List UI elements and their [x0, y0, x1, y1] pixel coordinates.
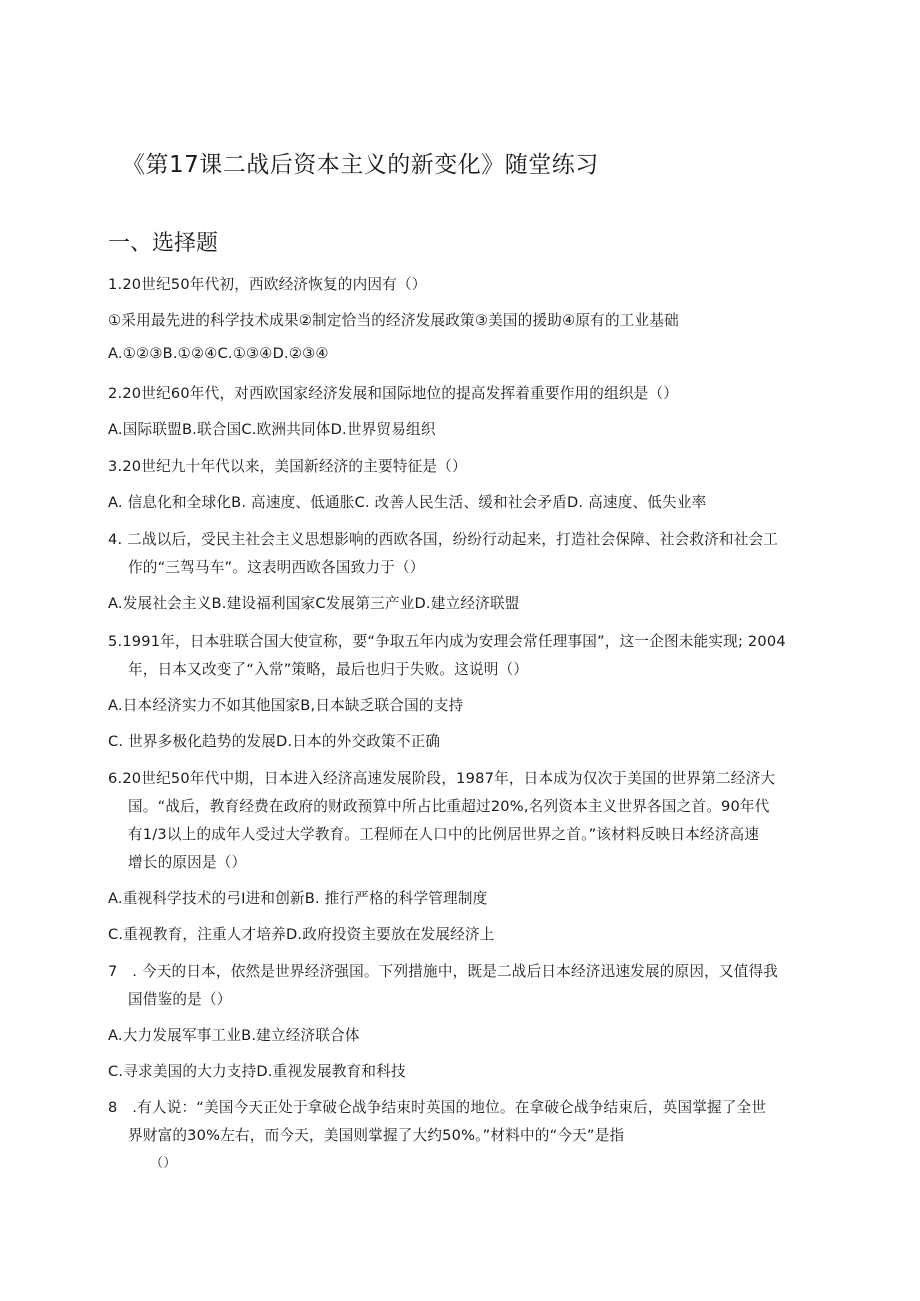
question-6-stem-cont-2: 有1/3以上的成年人受过大学教育。工程师在人口中的比例居世界之首。”该材料反映日本经济高速 — [128, 826, 760, 843]
question-5-options-ab: A.日本经济实力不如其他国家B,日本缺乏联合国的支持 — [108, 697, 464, 714]
question-7-options-ab: A.大力发展军事工业B.建立经济联合体 — [108, 1027, 360, 1044]
question-3-options: A. 信息化和全球化B. 高速度、低通胀C. 改善人民生活、缓和社会矛盾D. 高速度、低失业率 — [108, 494, 707, 511]
question-4-options: A.发展社会主义B.建设福利国家C发展第三产业D.建立经济联盟 — [108, 595, 520, 612]
question-2-options: A.国际联盟B.联合国C.欧洲共同体D.世界贸易组织 — [108, 421, 436, 438]
question-1-stem: 1.20世纪50年代初，西欧经济恢复的内因有（） — [108, 276, 427, 293]
question-5-stem-cont: 年，日本又改变了“入常”策略，最后也归于失败。这说明（） — [128, 661, 529, 678]
question-5-stem: 5.1991年，日本驻联合国大使宣称，要“争取五年内成为安理会常任理事国”，这一企图未能实现; 2004 — [108, 633, 786, 650]
section-heading: 一、选择题 — [108, 231, 219, 256]
question-7-stem: 7 . 今天的日本，依然是世界经济强国。下列措施中，既是二战后日本经济迅速发展的原因，又值得我 — [108, 963, 779, 980]
question-8-stem-cont: 界财富的30%左右，而今天，美国则掌握了大约50%。”材料中的“今天”是指 — [128, 1127, 625, 1144]
question-2-stem: 2.20世纪60年代，对西欧国家经济发展和国际地位的提高发挥着重要作用的组织是（） — [108, 385, 679, 402]
question-6-stem-cont-3: 增长的原因是（） — [128, 854, 247, 871]
question-6-stem: 6.20世纪50年代中期，日本进入经济高速发展阶段，1987年，日本成为仅次于美国的世界第二经济大 — [108, 770, 776, 787]
question-4-stem-cont: 作的“三驾马车”。这表明西欧各国致力于（） — [128, 559, 425, 576]
document-title: 《第17课二战后资本主义的新变化》随堂练习 — [122, 152, 599, 178]
question-6-stem-cont-1: 国。“战后，教育经费在政府的财政预算中所占比重超过20%,名列资本主义世界各国之首。90年代 — [128, 798, 770, 815]
question-1-items: ①采用最先进的科学技术成果②制定恰当的经济发展政策③美国的援助④原有的工业基础 — [108, 312, 679, 329]
question-7-stem-cont: 国借鉴的是（） — [128, 991, 232, 1008]
question-1-options: A.①②③B.①②④C.①③④D.②③④ — [108, 345, 329, 362]
question-8-stem: 8 .有人说：“美国今天正处于拿破仑战争结束时英国的地位。在拿破仑战争结束后，英国掌握了全世 — [108, 1099, 767, 1116]
question-6-options-cd: C.重视教育，注重人才培养D.政府投资主要放在发展经济上 — [108, 926, 495, 943]
question-5-options-cd: C. 世界多极化趋势的发展D.日本的外交政策不正确 — [108, 733, 441, 750]
question-6-options-ab: A.重视科学技术的弓I进和创新B. 推行严格的科学管理制度 — [108, 890, 488, 907]
question-7-options-cd: C.寻求美国的大力支持D.重视发展教育和科技 — [108, 1063, 406, 1080]
question-4-stem: 4. 二战以后，受民主社会主义思想影响的西欧各国，纷纷行动起来，打造社会保障、社会救济和社会工 — [108, 531, 779, 548]
question-3-stem: 3.20世纪九十年代以来，美国新经济的主要特征是（） — [108, 458, 467, 475]
question-8-answer-blank: （） — [150, 1156, 177, 1171]
